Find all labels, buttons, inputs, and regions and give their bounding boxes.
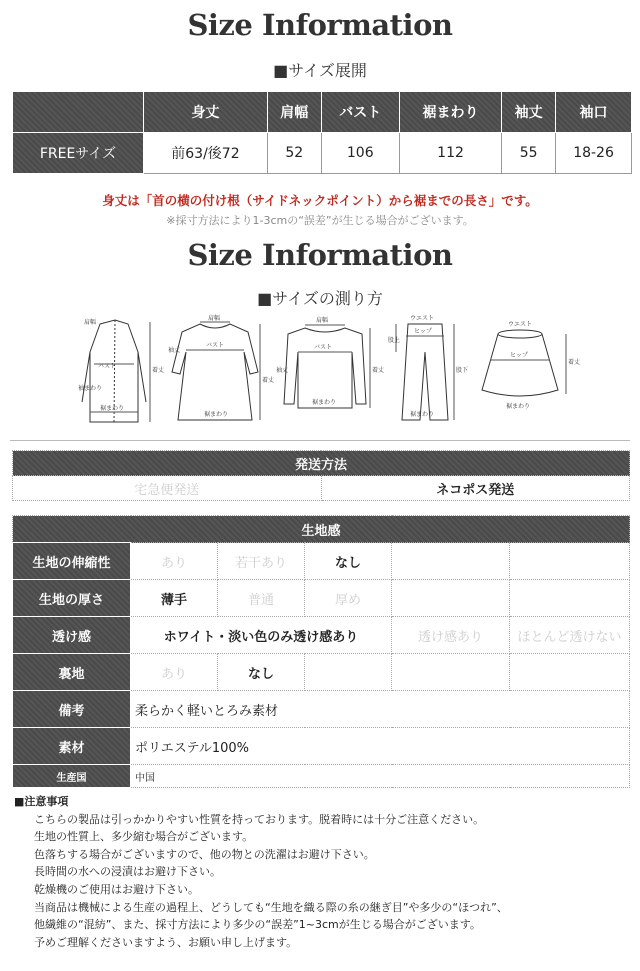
notes-section [14,793,508,951]
table-corner [13,92,144,133]
coat-sleeve-label: 袖まわり [78,385,103,392]
header-cuff: 袖口 [556,92,632,133]
coat-hem-label: 裾まわり [100,405,125,412]
note-line: 他繊維の“混紡”、また、採寸方法により多少の“誤差”1~3cmが生じる場合がございます。 [34,918,481,932]
note-line: 長時間の水への浸漬はお避け下さい。 [34,865,221,879]
value-bust: 106 [321,133,399,174]
dress-hem-label: 裾まわり [204,411,229,418]
lining-empty-3 [510,654,630,691]
sheerness-option-light-colors: ホワイト・淡い色のみ透け感あり [131,617,392,654]
header-hem: 裾まわり [399,92,501,133]
thickness-option-thin: 薄手 [131,580,218,617]
header-length: 身丈 [144,92,268,133]
dress-sleeve-label: 袖丈 [168,347,181,354]
stretch-option-yes: あり [131,543,218,580]
stretch-label: 生地の伸縮性 [13,543,131,580]
thickness-label: 生地の厚さ [13,580,131,617]
lining-empty-1 [305,654,392,691]
value-sleeve-length: 55 [502,133,556,174]
pants-hip-label: ヒップ [414,328,432,335]
pants-rise-label: 股上 [388,337,401,344]
skirt-diagram [482,330,566,396]
top-hem-label: 裾まわり [312,399,337,406]
lining-option-yes: あり [131,654,218,691]
skirt-waist-label: ウエスト [508,321,533,328]
how-to-measure-subtitle: ■サイズの測り方 [257,289,383,308]
fabric-table [12,515,630,788]
remarks-label: 備考 [13,691,131,728]
row-label-free: FREEサイズ [13,133,144,174]
header-bust: バスト [321,92,399,133]
lining-empty-2 [392,654,510,691]
skirt-hem-label: 裾まわり [506,403,531,410]
shipping-option-nekopos: ネコポス発送 [321,476,630,501]
thickness-option-thick: 厚め [305,580,392,617]
sheerness-option-not-sheer: ほとんど透けない [510,617,630,654]
sheerness-label: 透け感 [13,617,131,654]
note-line: 生地の性質上、多少縮む場合がございます。 [34,830,254,844]
stretch-option-slight: 若干あり [218,543,305,580]
value-shoulder: 52 [267,133,321,174]
size-table [12,91,632,174]
pants-hem-label: 裾まわり [410,411,435,418]
value-length: 前63/後72 [144,133,268,174]
notes-heading: ■注意事項 [14,795,69,808]
dress-length-label: 着丈 [262,377,275,384]
stretch-empty-1 [392,543,510,580]
pants-diagram [396,324,454,420]
remarks-value: 柔らかく軽いとろみ素材 [131,691,630,728]
stretch-option-no: なし [305,543,392,580]
top-length-label: 着丈 [372,367,385,374]
dress-bust-label: バスト [206,342,225,349]
note-line: こちらの製品は引っかかりやすい性質を持っております。脱着時には十分ご注意ください。 [34,812,485,826]
coat-bust-label: バスト [98,363,117,370]
measurement-error-note: ※採寸方法により1-3cmの“誤差”が生じる場合がございます。 [166,214,474,227]
value-cuff: 18-26 [556,133,632,174]
value-hem: 112 [399,133,501,174]
top-diagram [284,325,370,408]
header-shoulder: 肩幅 [267,92,321,133]
size-info-title: Size Information [187,8,453,42]
material-value: ポリエステル100% [131,728,630,765]
length-definition-note: 身丈は「首の横の付け根（サイドネックポイント）から裾までの長さ」です。 [102,193,538,208]
thickness-empty-1 [392,580,510,617]
thickness-empty-2 [510,580,630,617]
header-sleeve-length: 袖丈 [502,92,556,133]
shipping-option-takkyubin: 宅急便発送 [13,476,322,501]
thickness-option-normal: 普通 [218,580,305,617]
dress-diagram [172,322,260,420]
top-shoulder-label: 肩幅 [316,317,329,324]
sheerness-option-sheer: 透け感あり [392,617,510,654]
shipping-title: 発送方法 [13,451,630,476]
dress-shoulder-label: 肩幅 [208,315,221,322]
skirt-length-label: 着丈 [568,359,581,366]
coat-length-label: 着丈 [152,367,165,374]
stretch-empty-2 [510,543,630,580]
measure-title: Size Information [187,238,453,272]
lining-label: 裏地 [13,654,131,691]
measurement-illustrations [70,312,590,432]
pants-waist-label: ウエスト [410,315,435,322]
material-label: 素材 [13,728,131,765]
pants-inseam-label: 股下 [456,367,469,374]
shipping-table [12,450,630,501]
note-line: 乾燥機のご使用はお避け下さい。 [34,882,199,896]
coat-shoulder-label: 肩幅 [84,319,97,326]
origin-label: 生産国 [13,765,131,788]
size-spread-subtitle: ■サイズ展開 [273,61,367,80]
top-bust-label: バスト [314,344,333,351]
note-line: 予めご理解くださいますよう、お願い申し上げます。 [34,935,298,949]
fabric-title: 生地感 [13,516,630,543]
lining-option-no: なし [218,654,305,691]
origin-value: 中国 [131,765,630,788]
note-line: 当商品は機械による生産の過程上、どうしても“生地を織る際の糸の継ぎ目”や多少の“ほつれ”、 [34,900,508,914]
section-divider [10,440,630,441]
note-line: 色落ちする場合がございますので、他の物との洗濯はお避け下さい。 [34,847,375,861]
skirt-hip-label: ヒップ [510,352,528,359]
top-sleeve-label: 袖丈 [276,367,289,374]
